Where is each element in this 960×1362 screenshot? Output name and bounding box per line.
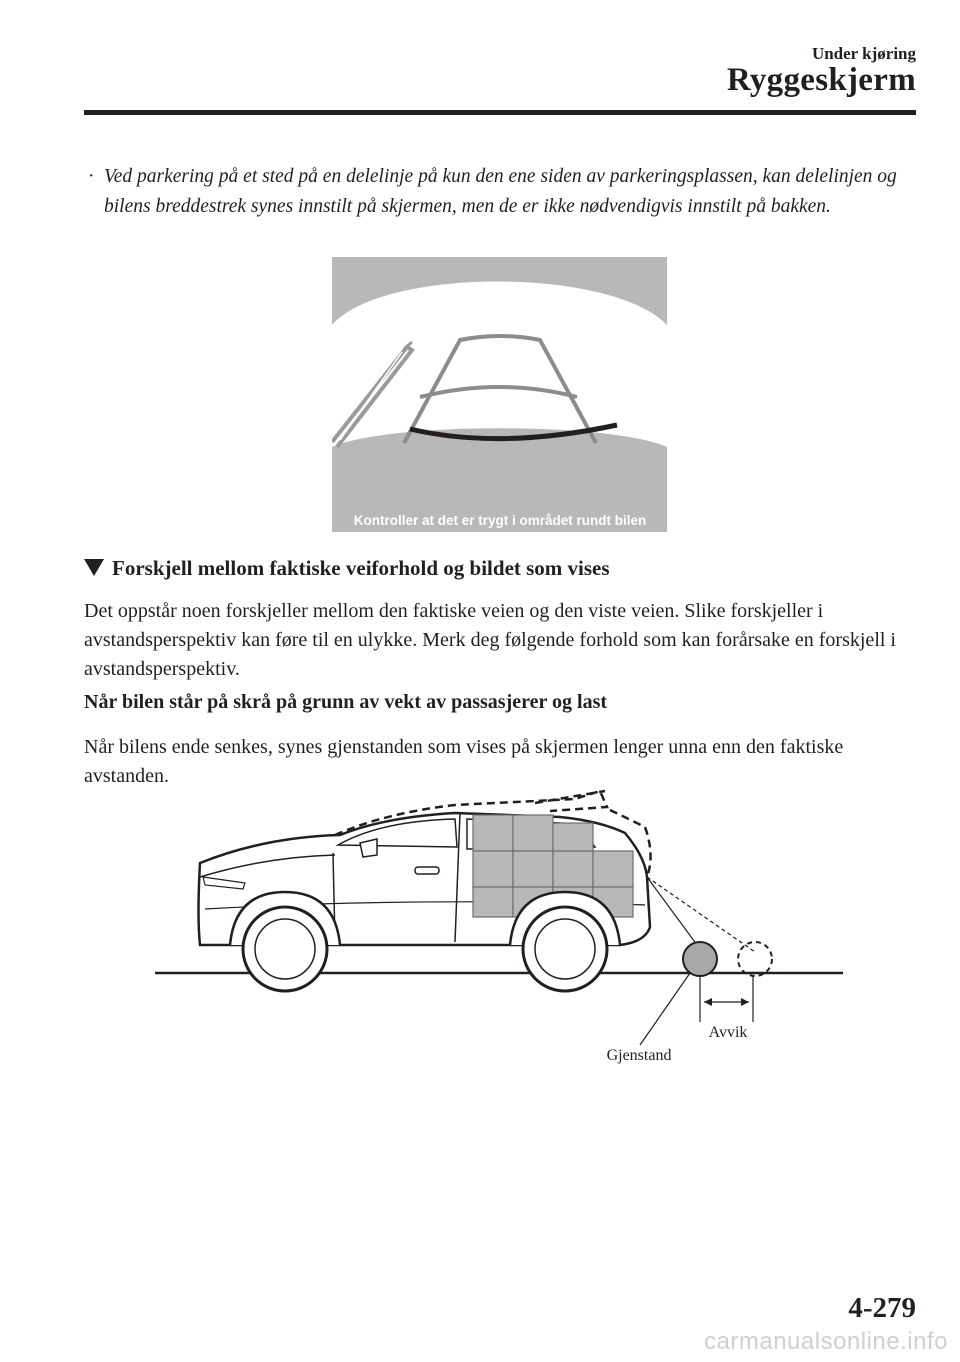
explanation-paragraph: Når bilens ende senkes, synes gjenstanden som vises på skjermen lenger unna enn den faktiske avstanden. <box>84 736 844 787</box>
condition-heading: Når bilen står på skrå på grunn av vekt av passasjerer og last <box>84 691 608 713</box>
camera-view-illustration <box>332 257 667 532</box>
bullet-marker: · <box>88 166 95 187</box>
deviation-label: Avvik <box>708 1024 748 1041</box>
car-deviation-figure <box>155 777 845 1072</box>
camera-view-figure <box>332 257 667 532</box>
bullet-item <box>88 162 918 222</box>
camera-caption: Kontroller at det er trygt i området rundt bilen <box>353 513 647 528</box>
section-label: Under kjøring <box>811 44 916 63</box>
header-rule <box>84 110 916 115</box>
page-title: Ryggeskjerm <box>726 62 916 98</box>
section-heading <box>84 556 610 581</box>
triangle-marker-icon <box>84 559 104 576</box>
bullet-text: Ved parkering på et sted på en delelinje på kun den ene siden av parkeringsplassen, kan delelinjen og bilens breddestrek synes innstilt på skjermen, men de er ikke nødvendigvis innstilt på bakken. <box>104 166 897 217</box>
watermark: carmanualsonline.info <box>704 1328 948 1355</box>
car-side-illustration <box>155 777 845 1072</box>
page-number: 4-279 <box>848 1292 916 1324</box>
section-heading-text: Forskjell mellom faktiske veiforhold og bildet som vises <box>112 556 610 580</box>
object-label: Gjenstand <box>606 1047 672 1064</box>
intro-paragraph: Det oppstår noen forskjeller mellom den faktiske veien og den viste veien. Slike forskjeller i avstandsperspektiv kan føre til en ulykke. Merk deg følgende forhold som kan forårsake en forskjell i avstandsperspektiv. <box>84 600 896 680</box>
